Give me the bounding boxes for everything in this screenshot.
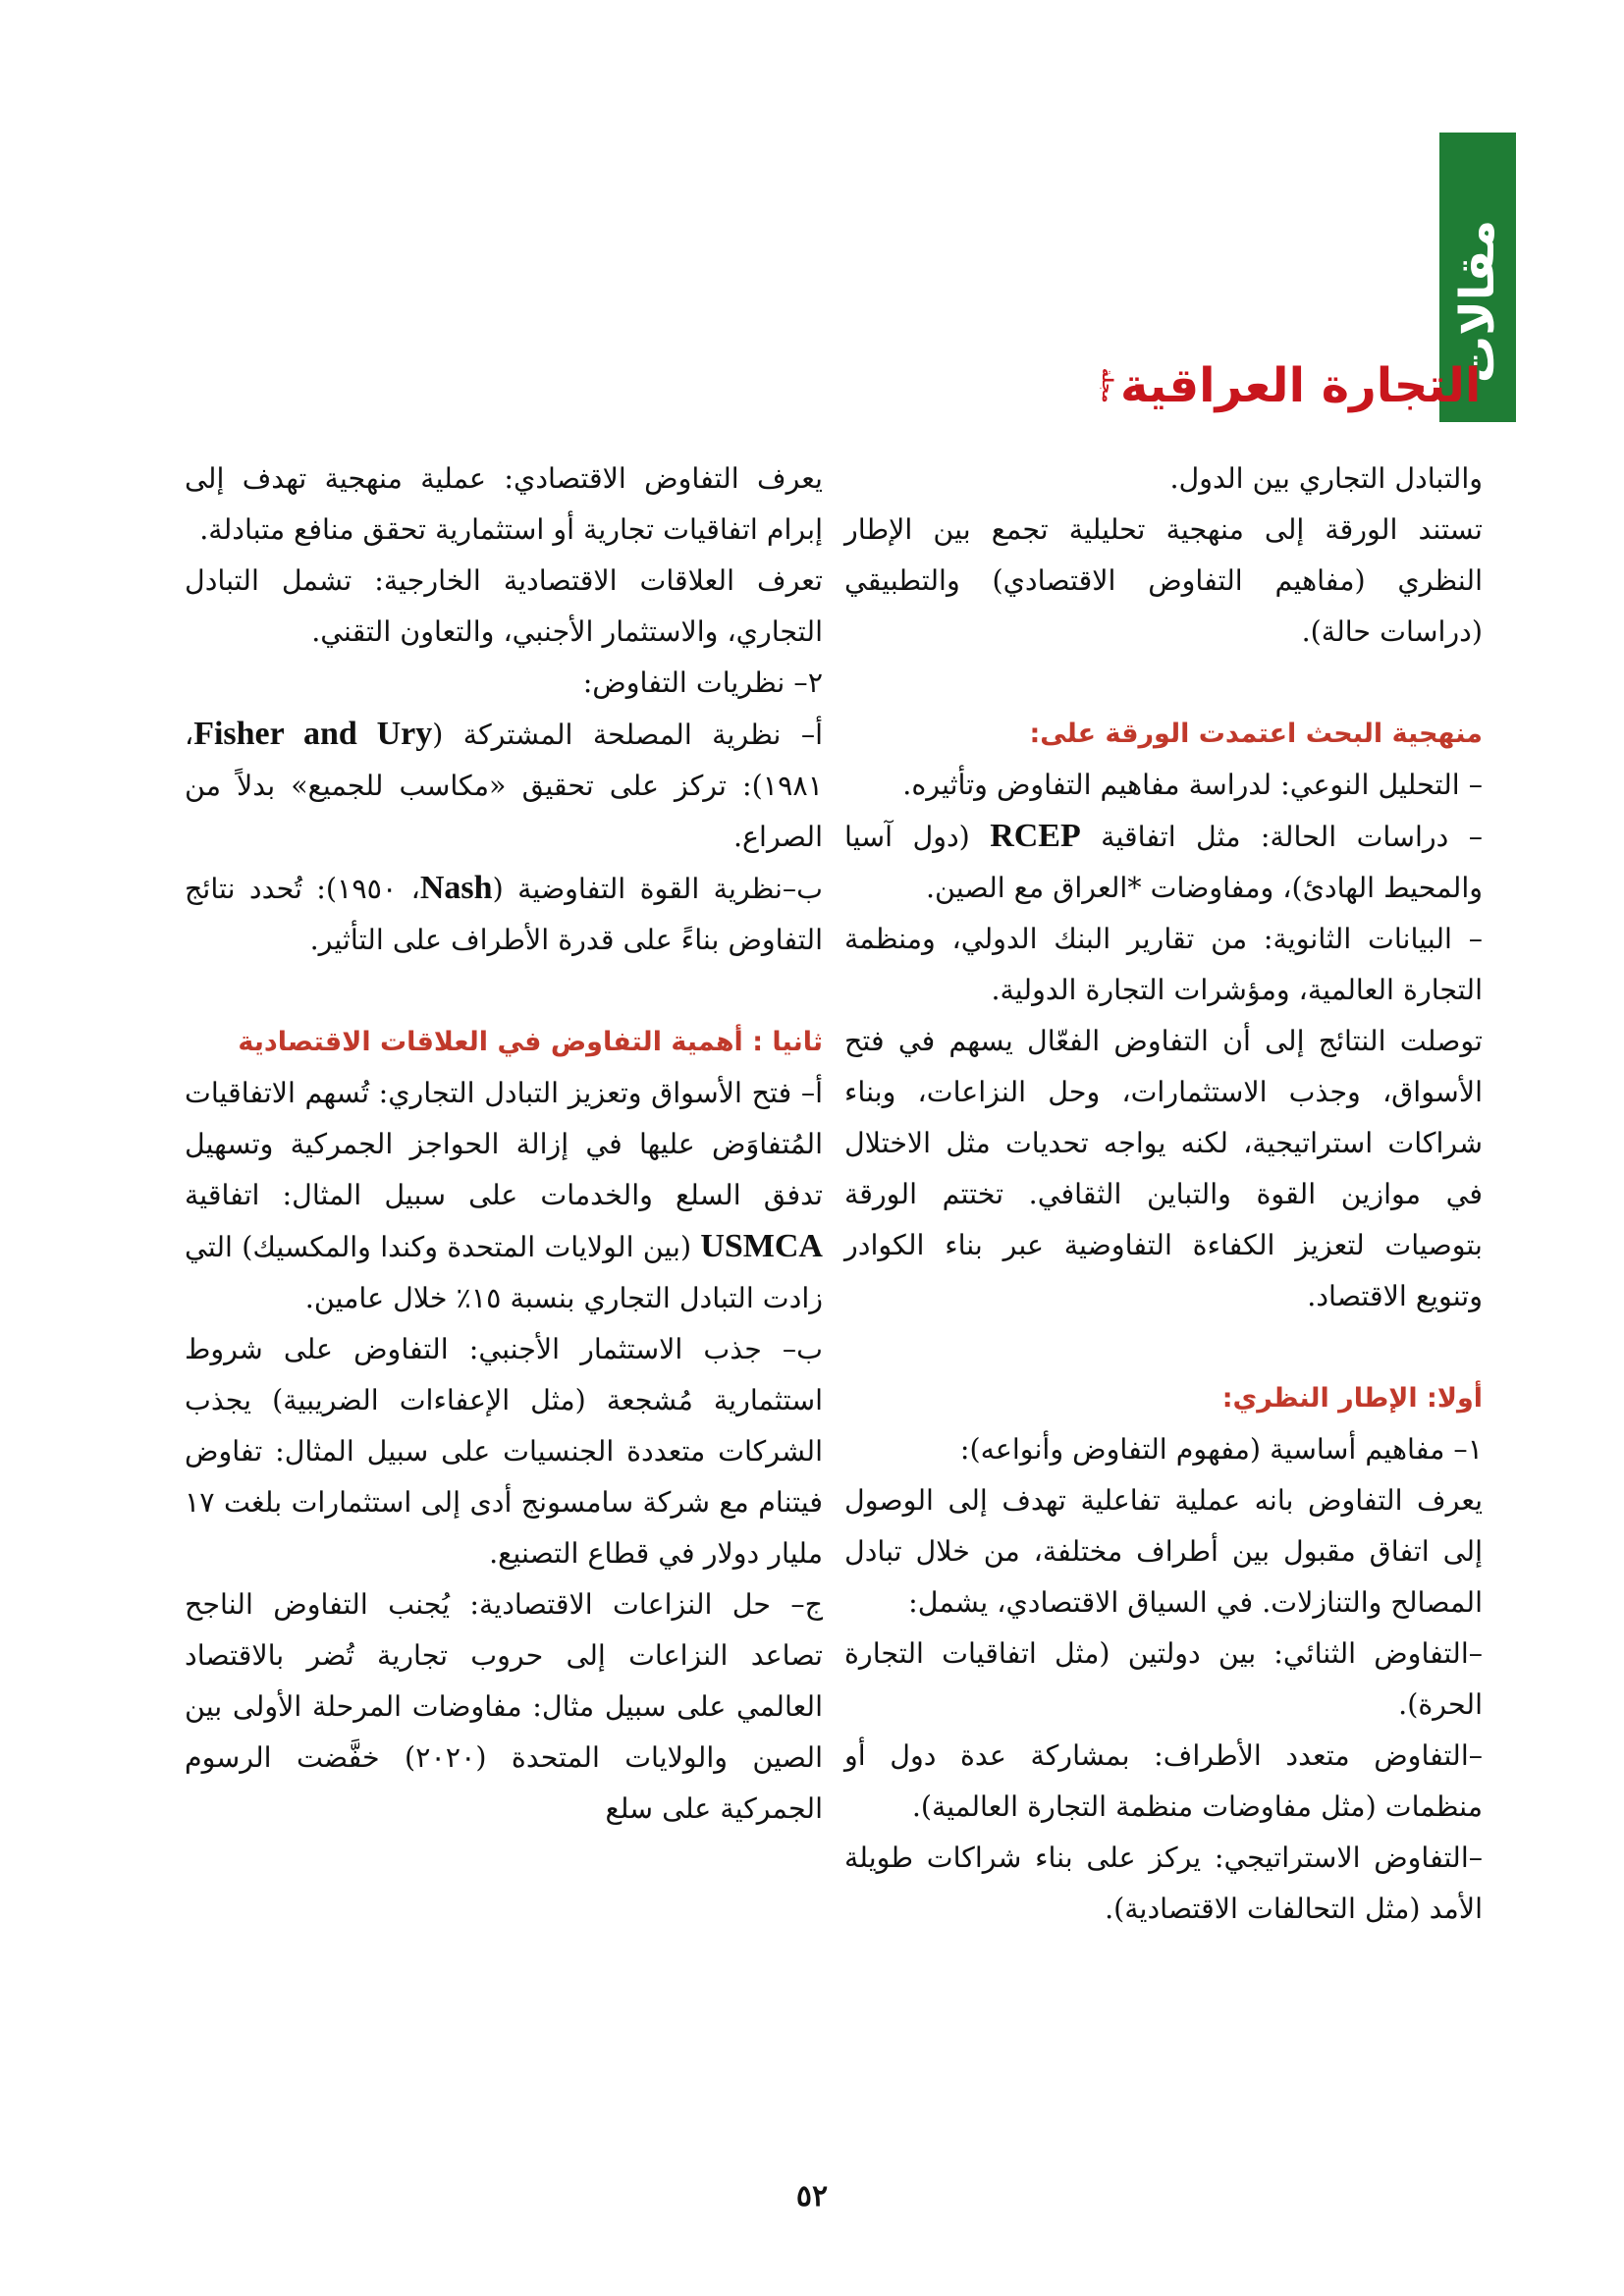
list-item: أ– فتح الأسواق وتعزيز التبادل التجاري: تُسهم الاتفاقيات المُتفاوَض عليها في إزالة الحواجز الجمركية وتسهيل تدفق السلع والخدمات على سبيل المثال: اتفاقية USMCA (بين الولايات المتحدة وكندا والمكسيك) التي زادت التبادل التجاري بنسبة ١٥٪ خلال عامين. (185, 1077, 823, 1314)
methodology-heading: منهجية البحث اعتمدت الورقة على: (1029, 719, 1483, 749)
paragraph: تستند الورقة إلى منهجية تحليلية تجمع بين الإطار النظري (مفاهيم التفاوض الاقتصادي) والتطبيقي (دراسات حالة). (844, 513, 1483, 648)
subheading: ٢– نظريات التفاوض: (582, 667, 823, 699)
paragraph: توصلت النتائج إلى أن التفاوض الفعّال يسهم في فتح الأسواق، وجذب الاستثمارات، وحل النزاعات، وبناء شراكات استراتيجية، لكنه يواجه تحديات مثل الاختلال في موازين القوة والتباين الثقافي. تختتم الورقة بتوصيات لتعزيز الكفاءة التفاوضية عبر بناء الكوادر وتنويع الاقتصاد. (844, 1025, 1483, 1312)
section-heading: أولا: الإطار النظري: (1221, 1383, 1483, 1414)
list-item: ب–نظرية القوة التفاوضية (Nash، ١٩٥٠): تُحدد نتائج التفاوض بناءً على قدرة الأطراف على التأثير. (185, 870, 823, 956)
list-item: – التحليل النوعي: لدراسة مفاهيم التفاوض وتأثيره. (902, 769, 1483, 801)
list-item: – دراسات الحالة: مثل اتفاقية RCEP (دول آسيا والمحيط الهادئ)، ومفاوضات *العراق مع الصين. (844, 818, 1484, 904)
list-item: –التفاوض الاستراتيجي: يركز على بناء شراكات طويلة الأمد (مثل التحالفات الاقتصادية). (844, 1842, 1483, 1925)
left-column (185, 454, 823, 1835)
section-heading: ثانيا : أهمية التفاوض في العلاقات الاقتصادية (238, 1027, 823, 1057)
latin-term: Fisher and Ury (193, 716, 433, 752)
latin-term: USMCA (700, 1228, 823, 1264)
page-number: ٥٢ (795, 2179, 829, 2214)
paragraph: يعرف التفاوض بانه عملية تفاعلية تهدف إلى الوصول إلى اتفاق مقبول بين أطراف مختلفة، من خلال تبادل المصالح والتنازلات. في السياق الاقتصادي، يشمل: (844, 1484, 1483, 1619)
list-item: – البيانات الثانوية: من تقارير البنك الدولي، ومنظمة التجارة العالمية، ومؤشرات التجارة الدولية. (844, 923, 1483, 1006)
list-item: –التفاوض متعدد الأطراف: بمشاركة عدة دول أو منظمات (مثل مفاوضات منظمة التجارة العالمية). (844, 1739, 1483, 1823)
section-tab-label: مقالات (1449, 219, 1505, 384)
list-item: ج– حل النزاعات الاقتصادية: يُجنب التفاوض الناجح تصاعد النزاعات إلى حروب تجارية تُضر بالاقتصاد العالمي على سبيل مثال: مفاوضات المرحلة الأولى بين الصين والولايات المتحدة (٢٠٢٠) خفَّضت الرسوم الجمركية على سلع (185, 1588, 823, 1825)
magazine-logo (1099, 351, 1482, 420)
magazine-name: التجارة العراقية (1120, 358, 1482, 413)
list-item: ب– جذب الاستثمار الأجنبي: التفاوض على شروط استثمارية مُشجعة (مثل الإعفاءات الضريبية) يجذب الشركات متعددة الجنسيات على سبيل المثال: تفاوض فيتنام مع شركة سامسونج أدى إلى استثمارات بلغت ١٧ مليار دولار في قطاع التصنيع. (185, 1333, 823, 1570)
latin-term: Nash (419, 870, 493, 906)
paragraph: والتبادل التجاري بين الدول. (1169, 462, 1483, 495)
latin-term: RCEP (990, 818, 1081, 854)
list-item: –التفاوض الثنائي: بين دولتين (مثل اتفاقيات التجارة الحرة). (844, 1637, 1483, 1721)
subheading: ١– مفاهيم أساسية (مفهوم التفاوض وأنواعه): (959, 1433, 1483, 1466)
list-item: أ– نظرية المصلحة المشتركة (Fisher and Ury، ١٩٨١): تركز على تحقيق «مكاسب للجميع» بدلاً من الصراع. (185, 716, 823, 853)
paragraph: تعرف العلاقات الاقتصادية الخارجية: تشمل التبادل التجاري، والاستثمار الأجنبي، والتعاون التقني. (185, 564, 823, 648)
magazine-tag: مجلة (1099, 368, 1116, 403)
right-column (844, 454, 1483, 1935)
paragraph: يعرف التفاوض الاقتصادي: عملية منهجية تهدف إلى إبرام اتفاقيات تجارية أو استثمارية تحقق منافع متبادلة. (185, 462, 823, 546)
